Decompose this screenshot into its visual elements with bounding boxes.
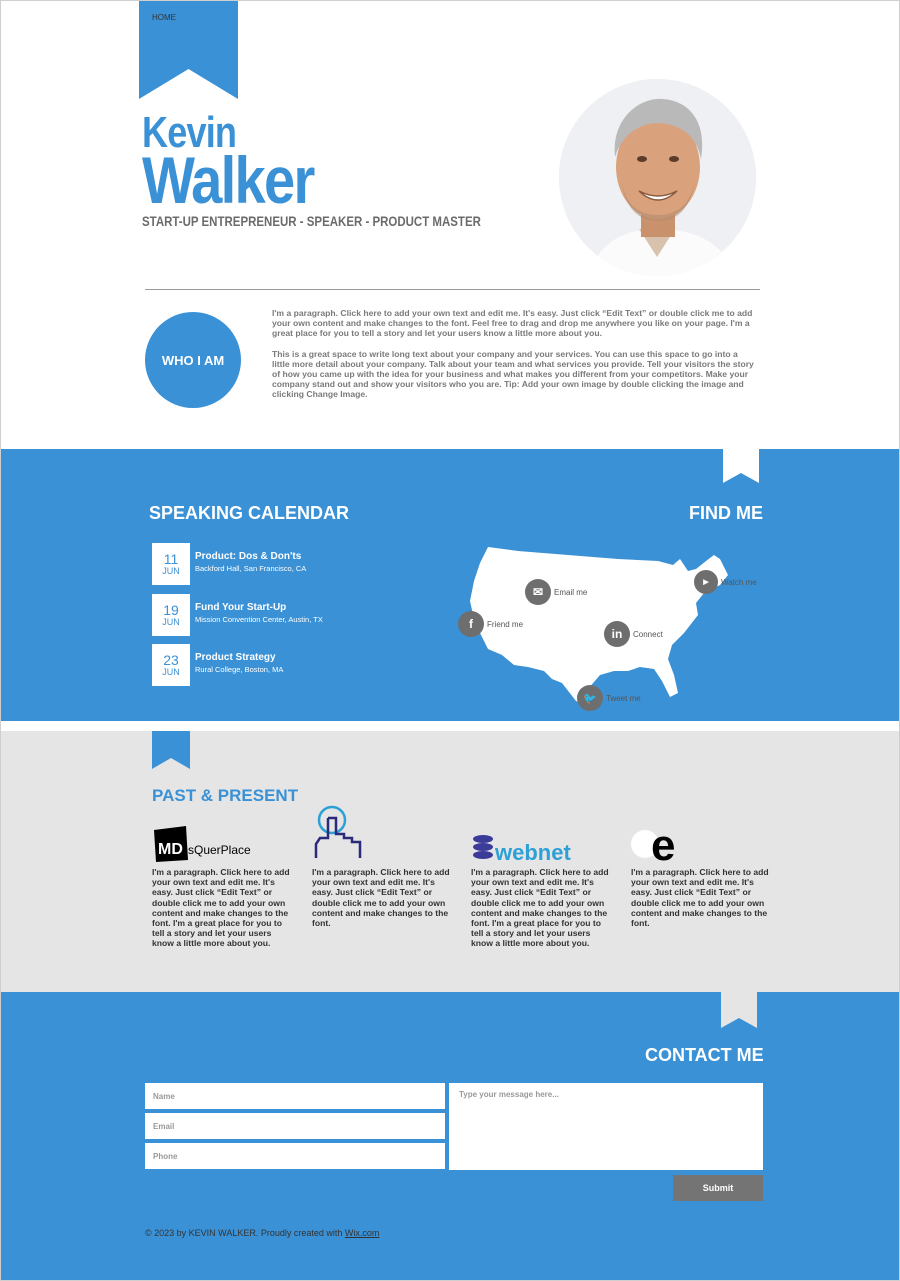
name-input[interactable] <box>145 1083 445 1109</box>
past-item-text: I'm a paragraph. Click here to add your own text and edit me. It's easy. Just click “Edit Text” or double click me to add your own content and make changes to the font. I'm a great place for you to tell a story and let your users know a little more about you. <box>152 867 290 949</box>
youtube-link[interactable] <box>694 570 757 594</box>
email-link[interactable] <box>525 579 587 605</box>
facebook-link-label: Friend me <box>487 619 524 629</box>
event-title: Fund Your Start-Up <box>195 602 287 613</box>
event-month: JUN <box>162 617 180 627</box>
footer-text <box>145 1228 379 1238</box>
section-divider <box>145 289 760 290</box>
email-input[interactable] <box>145 1113 445 1139</box>
md-logo-text: sQuerPlace <box>188 843 251 857</box>
event-month: JUN <box>162 667 180 677</box>
message-textarea[interactable] <box>449 1083 763 1170</box>
event-title: Product: Dos & Don'ts <box>195 551 302 562</box>
touch-hand-logo <box>312 804 368 862</box>
past-item-text: I'm a paragraph. Click here to add your own text and edit me. It's easy. Just click “Edit Text” or double click me to add your own content and make changes to the font. <box>312 867 450 929</box>
email-link-label: Email me <box>554 587 588 597</box>
about-paragraph-1: I'm a paragraph. Click here to add your own text and edit me. It's easy. Just click “Edit Text” or double click me to add your own content and make changes to the font. Feel free to drag and drop me anywhere you like on your page. I'm a great place for you to tell a story and let your users know a little more about you. <box>272 308 753 339</box>
facebook-link[interactable] <box>458 611 523 637</box>
hero-tagline: START-UP ENTREPRENEUR - SPEAKER - PRODUCT MASTER <box>142 213 481 229</box>
webnet-logo-text: webnet <box>495 840 571 865</box>
event-day: 23 <box>163 652 179 668</box>
event-item[interactable] <box>152 644 452 686</box>
nav-home-link[interactable]: HOME <box>152 13 176 22</box>
linkedin-link[interactable] <box>604 621 663 647</box>
white-bookmark-flag <box>723 449 759 483</box>
event-item[interactable] <box>152 543 452 585</box>
footer-copyright: © 2023 by KEVIN WALKER. Proudly created with <box>145 1228 345 1238</box>
event-title: Product Strategy <box>195 652 276 663</box>
find-me-title: FIND ME <box>689 503 763 523</box>
e-logo <box>631 824 687 864</box>
hero-first-name: Kevin <box>142 108 237 157</box>
event-place: Backford Hall, San Francisco, CA <box>195 564 307 573</box>
twitter-link-label: Tweet me <box>606 693 641 703</box>
who-i-am-badge: WHO I AM <box>145 312 241 408</box>
twitter-link[interactable] <box>577 685 641 711</box>
grey-bookmark-flag <box>721 992 757 1028</box>
event-day: 19 <box>163 602 179 618</box>
webnet-logo <box>471 831 575 865</box>
past-present-section <box>1 731 900 992</box>
event-day: 11 <box>163 551 179 567</box>
md-square-place-logo <box>152 824 262 864</box>
blue-bookmark-flag <box>152 731 190 769</box>
about-text <box>272 308 754 400</box>
speaking-calendar-title: SPEAKING CALENDAR <box>149 503 350 523</box>
email-icon: ✉ <box>525 579 551 605</box>
about-paragraph-2: This is a great space to write long text about your company and your services. You can use this space to go into a little more detail about your company. Talk about your team and what services you provide. Tell your visitors the story of how you came up with the idea for your business and what makes you different from your competitors. Make your company stand out and show your visitors who you are. Tip: Add your own image by double clicking the image and clicking Change Image. <box>272 348 754 400</box>
linkedin-link-label: Connect <box>633 629 663 639</box>
past-present-title: PAST & PRESENT <box>152 786 299 805</box>
youtube-icon: ▶ <box>694 570 718 594</box>
portrait-image <box>559 79 756 276</box>
hero-last-name: Walker <box>142 143 314 217</box>
event-date <box>152 543 190 585</box>
event-place: Mission Convention Center, Austin, TX <box>195 615 323 624</box>
md-logo-mark: MD <box>158 841 183 858</box>
event-month: JUN <box>162 566 180 576</box>
twitter-icon: 🐦 <box>577 685 603 711</box>
past-item-text: I'm a paragraph. Click here to add your own text and edit me. It's easy. Just click “Edit Text” or double click me to add your own content and make changes to the font. I'm a great place for you to tell a story and let your users know a little more about you. <box>471 867 609 949</box>
phone-input[interactable] <box>145 1143 445 1169</box>
facebook-icon: f <box>458 611 484 637</box>
past-item-text: I'm a paragraph. Click here to add your own text and edit me. It's easy. Just click “Edit Text” or double click me to add your own content and make changes to the font. <box>631 867 769 929</box>
wix-link[interactable]: Wix.com <box>344 1228 380 1238</box>
event-date <box>152 644 190 686</box>
linkedin-icon: in <box>604 621 630 647</box>
submit-button[interactable]: Submit <box>673 1175 763 1201</box>
contact-me-title: CONTACT ME <box>645 1045 764 1065</box>
event-item[interactable] <box>152 594 452 636</box>
event-place: Rural College, Boston, MA <box>195 665 284 674</box>
event-date <box>152 594 190 636</box>
e-logo-text: e <box>651 824 676 864</box>
youtube-link-label: Watch me <box>721 577 757 587</box>
